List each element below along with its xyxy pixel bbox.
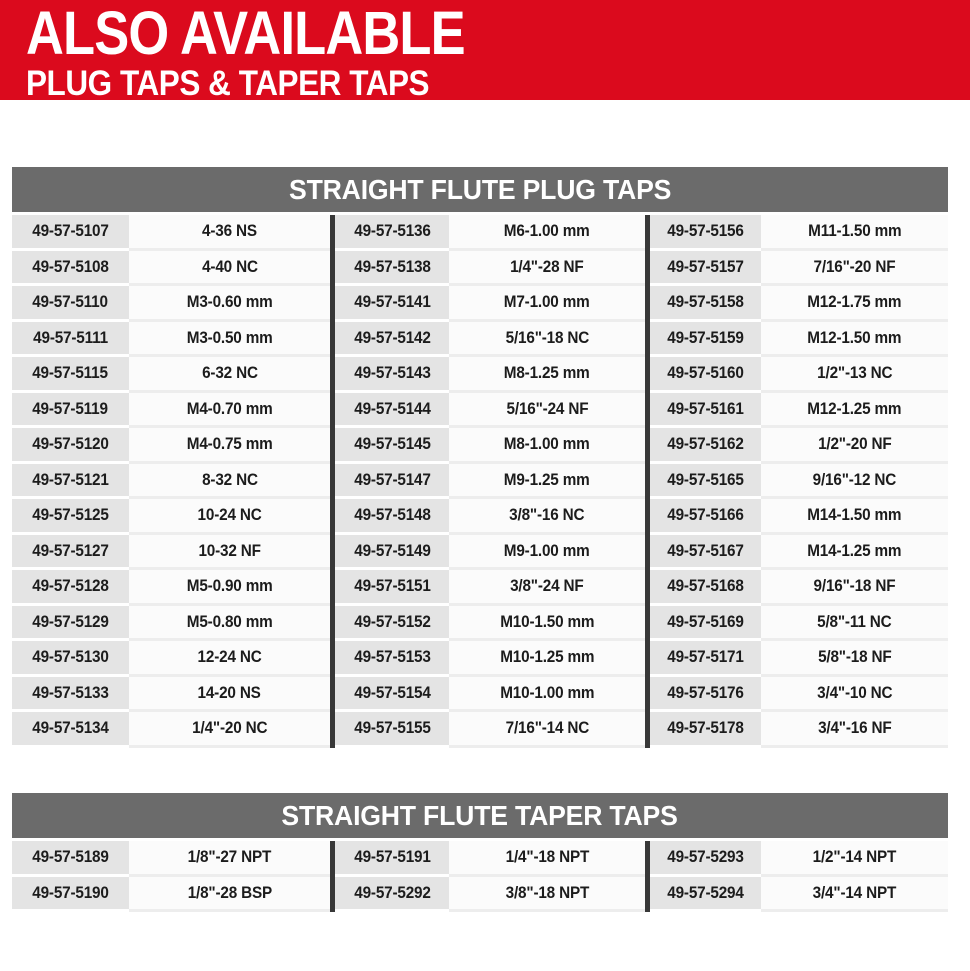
table-row bbox=[650, 535, 948, 571]
tap-size-text: 3/4"-16 NF bbox=[817, 718, 892, 738]
catalog-number-text: 49-57-5141 bbox=[353, 292, 431, 312]
catalog-number-cell bbox=[12, 641, 129, 677]
catalog-number-cell bbox=[12, 322, 129, 358]
catalog-number-text: 49-57-5154 bbox=[353, 682, 431, 702]
tap-size-text: 1/4"-18 NPT bbox=[505, 847, 589, 867]
catalog-number-text: 49-57-5162 bbox=[667, 434, 744, 454]
table-row bbox=[12, 357, 330, 393]
catalog-number-cell bbox=[12, 535, 129, 571]
catalog-number-text: 49-57-5120 bbox=[32, 434, 109, 454]
tap-size-cell bbox=[761, 464, 948, 500]
catalog-number-cell bbox=[650, 677, 761, 713]
catalog-number-cell bbox=[12, 393, 129, 429]
tap-size-cell bbox=[129, 357, 330, 393]
catalog-number-cell bbox=[12, 215, 129, 251]
tap-size-text: M4-0.70 mm bbox=[186, 398, 273, 418]
tap-size-cell bbox=[761, 641, 948, 677]
tap-size-text: 7/16"-20 NF bbox=[813, 256, 896, 276]
catalog-number-cell bbox=[335, 535, 449, 571]
catalog-number-cell bbox=[12, 712, 129, 748]
tap-size-cell bbox=[761, 712, 948, 748]
table-row bbox=[650, 464, 948, 500]
table-row bbox=[335, 464, 645, 500]
tap-size-cell bbox=[449, 877, 645, 913]
catalog-number-text: 49-57-5189 bbox=[32, 847, 109, 867]
tap-size-text: M7-1.00 mm bbox=[504, 292, 590, 312]
taper-taps-table-title-text: STRAIGHT FLUTE TAPER TAPS bbox=[281, 799, 679, 831]
tap-size-cell bbox=[449, 641, 645, 677]
tap-size-cell bbox=[449, 464, 645, 500]
catalog-number-cell bbox=[650, 215, 761, 251]
plug-taps-table-body bbox=[12, 215, 948, 748]
table-row bbox=[335, 535, 645, 571]
column-pair bbox=[12, 215, 330, 748]
catalog-number-cell bbox=[12, 841, 129, 877]
table-row bbox=[335, 641, 645, 677]
tap-size-cell bbox=[761, 286, 948, 322]
table-row bbox=[12, 570, 330, 606]
tap-size-cell bbox=[449, 215, 645, 251]
catalog-number-text: 49-57-5110 bbox=[32, 292, 109, 312]
table-row bbox=[12, 841, 330, 877]
banner-subtitle: PLUG TAPS & TAPER TAPS bbox=[26, 64, 430, 100]
tap-size-cell bbox=[449, 570, 645, 606]
catalog-number-text: 49-57-5143 bbox=[353, 363, 431, 383]
tap-size-cell bbox=[129, 393, 330, 429]
table-row bbox=[12, 428, 330, 464]
table-row bbox=[335, 499, 645, 535]
tap-size-text: 5/8"-18 NF bbox=[817, 647, 892, 667]
plug-taps-table-title bbox=[12, 167, 948, 212]
catalog-number-text: 49-57-5108 bbox=[32, 256, 109, 276]
tap-size-cell bbox=[129, 841, 330, 877]
table-row bbox=[12, 393, 330, 429]
tap-size-cell bbox=[761, 357, 948, 393]
catalog-number-cell bbox=[335, 322, 449, 358]
tap-size-cell bbox=[129, 499, 330, 535]
tap-size-cell bbox=[129, 428, 330, 464]
table-row bbox=[335, 251, 645, 287]
catalog-number-text: 49-57-5168 bbox=[667, 576, 744, 596]
catalog-number-text: 49-57-5178 bbox=[667, 718, 744, 738]
catalog-number-text: 49-57-5129 bbox=[32, 611, 109, 631]
table-row bbox=[335, 393, 645, 429]
plug-taps-table-title-text: STRAIGHT FLUTE PLUG TAPS bbox=[288, 173, 672, 205]
tap-size-cell bbox=[449, 393, 645, 429]
catalog-number-cell bbox=[335, 464, 449, 500]
tap-size-cell bbox=[761, 606, 948, 642]
table-row bbox=[335, 712, 645, 748]
tap-size-text: 3/8"-16 NC bbox=[509, 505, 585, 525]
catalog-number-text: 49-57-5292 bbox=[353, 882, 431, 902]
catalog-number-cell bbox=[12, 428, 129, 464]
table-row bbox=[650, 357, 948, 393]
catalog-number-text: 49-57-5166 bbox=[667, 505, 744, 525]
catalog-number-text: 49-57-5165 bbox=[667, 469, 744, 489]
table-row bbox=[12, 322, 330, 358]
tap-size-text: 3/8"-24 NF bbox=[510, 576, 584, 596]
table-row bbox=[12, 606, 330, 642]
tap-size-text: 1/2"-20 NF bbox=[817, 434, 892, 454]
tap-size-text: 3/4"-14 NPT bbox=[812, 882, 897, 902]
table-row bbox=[12, 286, 330, 322]
tap-size-text: M9-1.00 mm bbox=[504, 540, 590, 560]
catalog-number-cell bbox=[650, 322, 761, 358]
tap-size-text: M9-1.25 mm bbox=[504, 469, 590, 489]
tap-size-text: 3/4"-10 NC bbox=[816, 682, 893, 702]
catalog-number-text: 49-57-5125 bbox=[32, 505, 109, 525]
plug-taps-table bbox=[12, 167, 948, 748]
table-row bbox=[650, 286, 948, 322]
tap-size-text: M6-1.00 mm bbox=[504, 221, 590, 241]
tap-size-cell bbox=[761, 322, 948, 358]
banner-title: ALSO AVAILABLE bbox=[26, 0, 465, 67]
catalog-number-cell bbox=[650, 393, 761, 429]
tap-size-cell bbox=[129, 251, 330, 287]
tap-size-text: 1/8"-27 NPT bbox=[187, 847, 272, 867]
catalog-number-text: 49-57-5145 bbox=[353, 434, 431, 454]
tap-size-text: M8-1.25 mm bbox=[504, 363, 590, 383]
catalog-number-text: 49-57-5149 bbox=[353, 540, 431, 560]
tap-size-text: 10-32 NF bbox=[198, 540, 261, 560]
catalog-number-cell bbox=[650, 570, 761, 606]
tap-size-text: M3-0.60 mm bbox=[186, 292, 273, 312]
table-row bbox=[335, 677, 645, 713]
catalog-number-cell bbox=[650, 535, 761, 571]
tap-size-text: 1/2"-14 NPT bbox=[812, 847, 897, 867]
tap-size-text: M14-1.25 mm bbox=[807, 540, 902, 560]
tap-size-cell bbox=[129, 215, 330, 251]
catalog-number-cell bbox=[650, 841, 761, 877]
catalog-number-cell bbox=[335, 641, 449, 677]
catalog-number-cell bbox=[335, 570, 449, 606]
catalog-number-text: 49-57-5151 bbox=[353, 576, 431, 596]
catalog-number-cell bbox=[335, 286, 449, 322]
tap-size-cell bbox=[449, 841, 645, 877]
tap-size-cell bbox=[761, 499, 948, 535]
table-row bbox=[12, 712, 330, 748]
tap-size-text: 5/16"-18 NC bbox=[505, 327, 589, 347]
catalog-number-text: 49-57-5147 bbox=[353, 469, 431, 489]
tap-size-text: 3/8"-18 NPT bbox=[505, 882, 589, 902]
tap-size-text: M10-1.25 mm bbox=[499, 647, 595, 667]
catalog-number-text: 49-57-5115 bbox=[32, 363, 109, 383]
table-row bbox=[335, 570, 645, 606]
table-row bbox=[335, 428, 645, 464]
catalog-number-text: 49-57-5167 bbox=[667, 540, 744, 560]
tap-size-cell bbox=[761, 877, 948, 913]
catalog-number-text: 49-57-5136 bbox=[353, 221, 431, 241]
catalog-number-text: 49-57-5128 bbox=[32, 576, 109, 596]
catalog-number-text: 49-57-5171 bbox=[667, 647, 744, 667]
tap-size-cell bbox=[761, 841, 948, 877]
catalog-number-cell bbox=[335, 251, 449, 287]
tap-size-text: 5/8"-11 NC bbox=[817, 611, 892, 631]
table-row bbox=[650, 322, 948, 358]
table-row bbox=[335, 841, 645, 877]
catalog-number-text: 49-57-5169 bbox=[667, 611, 744, 631]
table-row bbox=[650, 641, 948, 677]
table-row bbox=[650, 841, 948, 877]
table-row bbox=[650, 215, 948, 251]
tap-size-text: M14-1.50 mm bbox=[807, 505, 902, 525]
tap-size-text: 1/4"-28 NF bbox=[510, 256, 584, 276]
catalog-number-text: 49-57-5121 bbox=[32, 469, 109, 489]
catalog-number-text: 49-57-5111 bbox=[33, 327, 108, 347]
catalog-number-text: 49-57-5134 bbox=[32, 718, 109, 738]
tap-size-cell bbox=[129, 877, 330, 913]
catalog-number-text: 49-57-5294 bbox=[667, 882, 744, 902]
tap-size-cell bbox=[129, 535, 330, 571]
catalog-number-text: 49-57-5107 bbox=[32, 221, 109, 241]
catalog-number-text: 49-57-5119 bbox=[32, 398, 109, 418]
tap-size-cell bbox=[449, 357, 645, 393]
catalog-number-cell bbox=[650, 641, 761, 677]
tap-size-text: 1/2"-13 NC bbox=[816, 363, 893, 383]
catalog-number-cell bbox=[335, 606, 449, 642]
tap-size-text: M8-1.00 mm bbox=[504, 434, 590, 454]
table-row bbox=[12, 877, 330, 913]
catalog-number-text: 49-57-5138 bbox=[353, 256, 431, 276]
catalog-number-text: 49-57-5160 bbox=[667, 363, 744, 383]
banner bbox=[0, 0, 970, 100]
catalog-number-text: 49-57-5176 bbox=[667, 682, 744, 702]
table-row bbox=[650, 606, 948, 642]
taper-taps-table-title bbox=[12, 793, 948, 838]
catalog-number-cell bbox=[12, 251, 129, 287]
table-row bbox=[650, 251, 948, 287]
tap-size-text: M5-0.90 mm bbox=[186, 576, 273, 596]
tap-size-text: M3-0.50 mm bbox=[186, 327, 273, 347]
catalog-number-cell bbox=[12, 464, 129, 500]
tap-size-text: 14-20 NS bbox=[197, 682, 262, 702]
catalog-number-cell bbox=[335, 877, 449, 913]
tap-size-text: 1/8"-28 BSP bbox=[187, 882, 272, 902]
tap-size-cell bbox=[761, 428, 948, 464]
tap-size-cell bbox=[449, 428, 645, 464]
catalog-number-cell bbox=[12, 606, 129, 642]
catalog-number-text: 49-57-5156 bbox=[667, 221, 744, 241]
catalog-number-cell bbox=[650, 499, 761, 535]
tap-size-cell bbox=[761, 251, 948, 287]
catalog-number-cell bbox=[650, 877, 761, 913]
table-row bbox=[335, 357, 645, 393]
tap-size-cell bbox=[129, 606, 330, 642]
tap-size-text: M11-1.50 mm bbox=[807, 221, 902, 241]
tap-size-text: 10-24 NC bbox=[197, 505, 262, 525]
catalog-number-cell bbox=[650, 464, 761, 500]
catalog-number-cell bbox=[335, 677, 449, 713]
tap-size-text: 6-32 NC bbox=[201, 363, 258, 383]
table-row bbox=[12, 215, 330, 251]
tap-size-cell bbox=[761, 570, 948, 606]
catalog-number-text: 49-57-5293 bbox=[667, 847, 744, 867]
tap-size-cell bbox=[449, 286, 645, 322]
catalog-number-cell bbox=[12, 499, 129, 535]
catalog-number-cell bbox=[12, 286, 129, 322]
catalog-number-text: 49-57-5127 bbox=[32, 540, 109, 560]
table-row bbox=[650, 428, 948, 464]
table-row bbox=[335, 322, 645, 358]
catalog-number-cell bbox=[12, 357, 129, 393]
catalog-number-text: 49-57-5144 bbox=[353, 398, 431, 418]
tap-size-cell bbox=[129, 286, 330, 322]
catalog-number-text: 49-57-5190 bbox=[32, 882, 109, 902]
tap-size-cell bbox=[761, 535, 948, 571]
tap-size-text: 7/16"-14 NC bbox=[505, 718, 589, 738]
tap-size-cell bbox=[449, 712, 645, 748]
catalog-number-cell bbox=[12, 877, 129, 913]
table-row bbox=[650, 877, 948, 913]
tap-size-cell bbox=[449, 535, 645, 571]
tap-size-cell bbox=[129, 712, 330, 748]
taper-taps-table-body bbox=[12, 841, 948, 912]
tap-size-cell bbox=[449, 499, 645, 535]
tap-size-text: M12-1.75 mm bbox=[807, 292, 902, 312]
table-row bbox=[12, 499, 330, 535]
tap-size-text: 5/16"-24 NF bbox=[506, 398, 588, 418]
table-row bbox=[335, 606, 645, 642]
catalog-number-cell bbox=[650, 286, 761, 322]
table-row bbox=[12, 641, 330, 677]
column-pair bbox=[335, 215, 645, 748]
tap-size-text: 9/16"-18 NF bbox=[813, 576, 896, 596]
table-row bbox=[12, 251, 330, 287]
table-row bbox=[650, 677, 948, 713]
catalog-number-cell bbox=[335, 841, 449, 877]
tap-size-text: 4-40 NC bbox=[201, 256, 258, 276]
table-row bbox=[650, 499, 948, 535]
catalog-number-text: 49-57-5191 bbox=[353, 847, 431, 867]
tap-size-cell bbox=[449, 251, 645, 287]
table-row bbox=[650, 712, 948, 748]
tap-size-text: M5-0.80 mm bbox=[186, 611, 273, 631]
tap-size-text: 9/16"-12 NC bbox=[812, 469, 897, 489]
tap-size-text: M12-1.25 mm bbox=[807, 398, 902, 418]
catalog-number-cell bbox=[335, 357, 449, 393]
column-pair bbox=[12, 841, 330, 912]
tap-size-text: M4-0.75 mm bbox=[186, 434, 273, 454]
tap-size-text: M10-1.00 mm bbox=[499, 682, 595, 702]
catalog-number-cell bbox=[335, 499, 449, 535]
catalog-number-text: 49-57-5148 bbox=[353, 505, 431, 525]
catalog-number-cell bbox=[650, 357, 761, 393]
catalog-number-text: 49-57-5155 bbox=[353, 718, 431, 738]
tap-size-cell bbox=[449, 677, 645, 713]
taper-taps-table bbox=[12, 793, 948, 912]
catalog-number-cell bbox=[650, 251, 761, 287]
tap-size-text: M12-1.50 mm bbox=[807, 327, 902, 347]
table-row bbox=[12, 464, 330, 500]
table-row bbox=[12, 535, 330, 571]
column-pair bbox=[335, 841, 645, 912]
tap-size-cell bbox=[761, 677, 948, 713]
catalog-number-cell bbox=[335, 215, 449, 251]
tap-size-cell bbox=[129, 464, 330, 500]
catalog-number-text: 49-57-5152 bbox=[353, 611, 431, 631]
tap-size-cell bbox=[449, 322, 645, 358]
tap-size-cell bbox=[129, 641, 330, 677]
table-row bbox=[335, 286, 645, 322]
column-pair bbox=[650, 215, 948, 748]
catalog-number-text: 49-57-5158 bbox=[667, 292, 744, 312]
catalog-number-text: 49-57-5157 bbox=[667, 256, 744, 276]
tap-size-text: 12-24 NC bbox=[197, 647, 262, 667]
catalog-number-cell bbox=[335, 428, 449, 464]
tap-size-text: 4-36 NS bbox=[202, 221, 257, 241]
tap-size-text: M10-1.50 mm bbox=[499, 611, 595, 631]
catalog-number-cell bbox=[335, 712, 449, 748]
catalog-number-text: 49-57-5161 bbox=[667, 398, 744, 418]
tap-size-cell bbox=[129, 677, 330, 713]
table-row bbox=[650, 570, 948, 606]
column-pair bbox=[650, 841, 948, 912]
tap-size-cell bbox=[129, 322, 330, 358]
table-row bbox=[335, 877, 645, 913]
table-row bbox=[12, 677, 330, 713]
tap-size-text: 1/4"-20 NC bbox=[191, 718, 268, 738]
tap-size-cell bbox=[129, 570, 330, 606]
catalog-number-cell bbox=[650, 712, 761, 748]
tap-size-cell bbox=[761, 215, 948, 251]
table-row bbox=[650, 393, 948, 429]
catalog-number-text: 49-57-5130 bbox=[32, 647, 109, 667]
table-row bbox=[335, 215, 645, 251]
catalog-number-cell bbox=[12, 677, 129, 713]
catalog-number-cell bbox=[335, 393, 449, 429]
catalog-number-text: 49-57-5159 bbox=[667, 327, 744, 347]
catalog-number-cell bbox=[12, 570, 129, 606]
catalog-number-cell bbox=[650, 606, 761, 642]
tap-size-cell bbox=[449, 606, 645, 642]
tap-size-cell bbox=[761, 393, 948, 429]
tap-size-text: 8-32 NC bbox=[201, 469, 258, 489]
catalog-number-text: 49-57-5133 bbox=[32, 682, 109, 702]
catalog-number-text: 49-57-5142 bbox=[353, 327, 431, 347]
catalog-number-text: 49-57-5153 bbox=[353, 647, 431, 667]
catalog-number-cell bbox=[650, 428, 761, 464]
